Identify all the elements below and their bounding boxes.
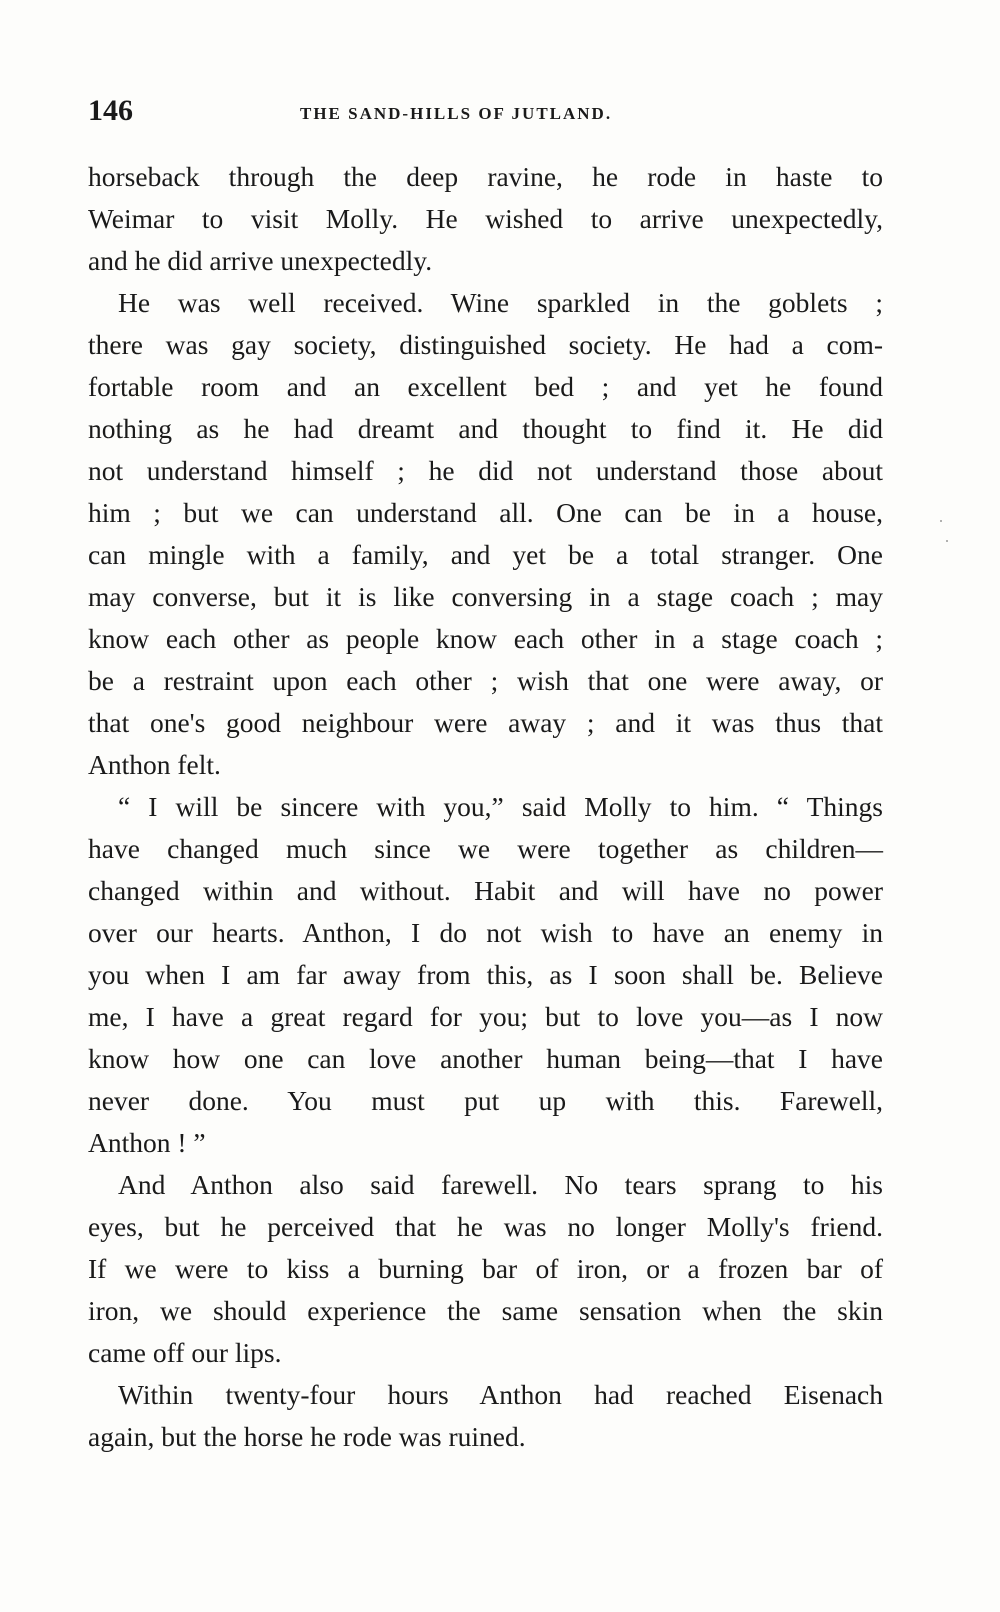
text-line: know each other as people know each other in a stage coach ; — [88, 623, 883, 654]
text-line: Anthon felt. — [88, 749, 221, 780]
text-line: And Anthon also said farewell. No tears sprang to his — [118, 1169, 883, 1200]
text-line: Within twenty-four hours Anthon had reached Eisenach — [118, 1379, 883, 1410]
text-line: and he did arrive unexpectedly. — [88, 245, 433, 276]
text-line: He was well received. Wine sparkled in the goblets ; — [118, 287, 883, 318]
paragraph-1 — [88, 156, 883, 282]
text-line: there was gay society, distinguished society. He had a com- — [88, 329, 883, 360]
text-line: came off our lips. — [88, 1337, 282, 1368]
paragraph-5 — [88, 1374, 883, 1458]
text-line: that one's good neighbour were away ; and it was thus that — [88, 707, 883, 738]
text-line: you when I am far away from this, as I soon shall be. Believe — [88, 959, 883, 990]
text-line: nothing as he had dreamt and thought to find it. He did — [88, 413, 883, 444]
text-line: eyes, but he perceived that he was no longer Molly's friend. — [88, 1211, 883, 1242]
text-line: changed within and without. Habit and will have no power — [88, 875, 883, 906]
text-line: fortable room and an excellent bed ; and yet he found — [88, 371, 883, 402]
running-title: THE SAND-HILLS OF JUTLAND. — [300, 104, 613, 123]
print-speck — [946, 540, 948, 542]
text-line: never done. You must put up with this. Farewell, — [88, 1085, 883, 1116]
running-head — [88, 94, 908, 134]
body-text — [88, 156, 883, 1458]
text-line: be a restraint upon each other ; wish that one were away, or — [88, 665, 883, 696]
text-line: again, but the horse he rode was ruined. — [88, 1421, 526, 1452]
text-line: over our hearts. Anthon, I do not wish to have an enemy in — [88, 917, 883, 948]
text-line: not understand himself ; he did not understand those about — [88, 455, 883, 486]
paragraph-4 — [88, 1164, 883, 1374]
text-line: Weimar to visit Molly. He wished to arrive unexpectedly, — [88, 203, 883, 234]
text-line: him ; but we can understand all. One can be in a house, — [88, 497, 883, 528]
text-line: can mingle with a family, and yet be a total stranger. One — [88, 539, 883, 570]
text-line: iron, we should experience the same sensation when the skin — [88, 1295, 883, 1326]
text-line: horseback through the deep ravine, he rode in haste to — [88, 161, 883, 192]
text-line: may converse, but it is like conversing in a stage coach ; may — [88, 581, 883, 612]
text-line: have changed much since we were together as children— — [88, 833, 883, 864]
page-number: 146 — [88, 94, 133, 127]
paragraph-2 — [88, 282, 883, 786]
paragraph-3 — [88, 786, 883, 1164]
print-speck — [940, 520, 942, 522]
text-line: me, I have a great regard for you; but to love you—as I now — [88, 1001, 883, 1032]
text-line: If we were to kiss a burning bar of iron, or a frozen bar of — [88, 1253, 883, 1284]
text-line: Anthon ! ” — [88, 1127, 206, 1158]
text-line: “ I will be sincere with you,” said Molly to him. “ Things — [118, 791, 883, 822]
text-line: know how one can love another human being—that I have — [88, 1043, 883, 1074]
